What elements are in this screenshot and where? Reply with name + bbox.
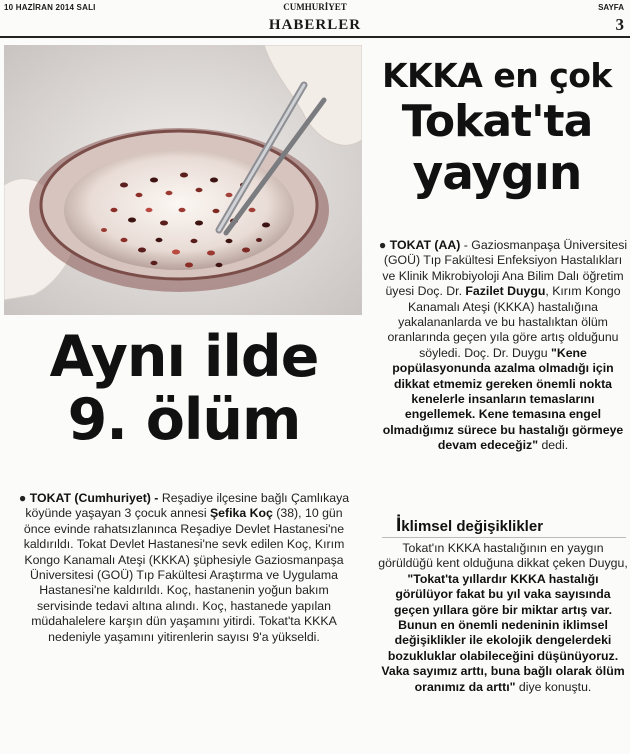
subheading-rest: klimsel değişiklikler	[401, 518, 544, 535]
page-number: 3	[615, 15, 624, 34]
right-headline-line1: KKKA en çok	[382, 56, 612, 95]
right-text-2b: diye konuştu.	[515, 679, 592, 694]
right-dateline: TOKAT (AA)	[389, 238, 461, 252]
right-text-1b: , Kırım Kongo Kanamalı Ateşi (KKKA) hastalığına yakalananlarda ve bu hastalıktan ölüm oranlarında geçen yıla göre artış olduğunu söyledi. Doç. Dr. Duygu	[387, 284, 621, 360]
left-text-b: (38), 10 gün önce evinde rahatsızlanınca Reşadiye Devlet Hastanesi'ne kaldırıldı. Tokat Devlet Hastanesi'ne sevk edilen Koç, Kırım Kongo Kanamalı Ateşi (KKKA) şüphesiyle Gaziosmanpaşa Üniversitesi (GOÜ) Tıp Fakültesi Araştırma ve Uygulama Hastanesi'ne kaldırıldı. Koç, hastanenin yoğun bakım servisinde tedavi altına alındı. Koç, hastanede yapılan müdahalelere karşın dün yaşamını yitirdi. Tokat'ta KKKA nedeniyle yaşamını yitirenlerin sayısı 9'a yükseldi.	[23, 506, 345, 644]
left-headline-line2: 9. ölüm	[67, 387, 301, 453]
right-text-2a: Tokat'ın KKKA hastalığının en yaygın görüldüğü kent olduğuna dikkat çeken Duygu,	[378, 541, 628, 571]
left-text-a: Reşadiye ilçesine bağlı Çamlıkaya köyünde yaşayan 3 çocuk annesi	[25, 491, 350, 521]
right-article-body	[378, 238, 628, 454]
page-masthead	[0, 0, 630, 42]
petri-dish-illustration	[4, 45, 362, 315]
doctor-quote-1: "Kene popülasyonunda azalma olmadığı için dikkat etmemiz gereken önemli nokta kenelerle insanların temaslarını engellemek. Kene temasına engel olmadığımız sürece bu hastalığı görmeye devam edeceğiz"	[382, 345, 624, 453]
section-title: HABERLER	[268, 17, 362, 33]
left-dateline: TOKAT (Cumhuriyet) -	[29, 491, 159, 505]
doctor-quote-2: "Tokat'ta yıllardır KKKA hastalığı görülüyor fakat bu yıl vaka sayısında geçen yıllara göre bir miktar artış var. Bunun en önemli nedeninin iklimsel değişiklikler ile ekolojik dengelerdeki bozukluklar olabileceğini düşünüyoruz. Vaka sayımız arttı, buna bağlı olarak ölüm oranımız da arttı"	[381, 571, 625, 694]
doctor-name: Fazilet Duygu	[465, 284, 546, 299]
right-headline-line3: yaygın	[412, 146, 582, 201]
bullet-icon: ●	[18, 491, 30, 505]
right-text-1a: - Gaziosmanpaşa Üniversitesi (GOÜ) Tıp Fakültesi Enfeksiyon Hastalıkları ve Klinik Mikrobiyoloji Ana Bilim Dalı öğretim üyesi Doç. Dr.	[382, 238, 628, 299]
masthead-divider	[0, 36, 630, 38]
left-article-body	[14, 491, 354, 645]
left-headline	[6, 325, 362, 451]
bullet-icon: ●	[378, 238, 390, 252]
left-headline-line1: Aynı ilde	[49, 324, 319, 390]
right-text-1c: dedi.	[538, 438, 569, 453]
subheading	[396, 515, 628, 537]
issue-date: 10 HAZİRAN 2014 SALI	[4, 3, 96, 12]
newspaper-name: CUMHURİYET	[283, 2, 347, 12]
right-article-body-2	[378, 541, 628, 695]
right-headline	[366, 56, 628, 200]
subheading-divider	[382, 537, 626, 538]
victim-name: Şefika Koç	[209, 506, 273, 521]
petri-dish-photo	[4, 45, 362, 315]
subheading-initial: İ	[396, 515, 402, 536]
page-label: SAYFA	[598, 3, 624, 12]
right-headline-line2: Tokat'ta	[401, 96, 593, 147]
